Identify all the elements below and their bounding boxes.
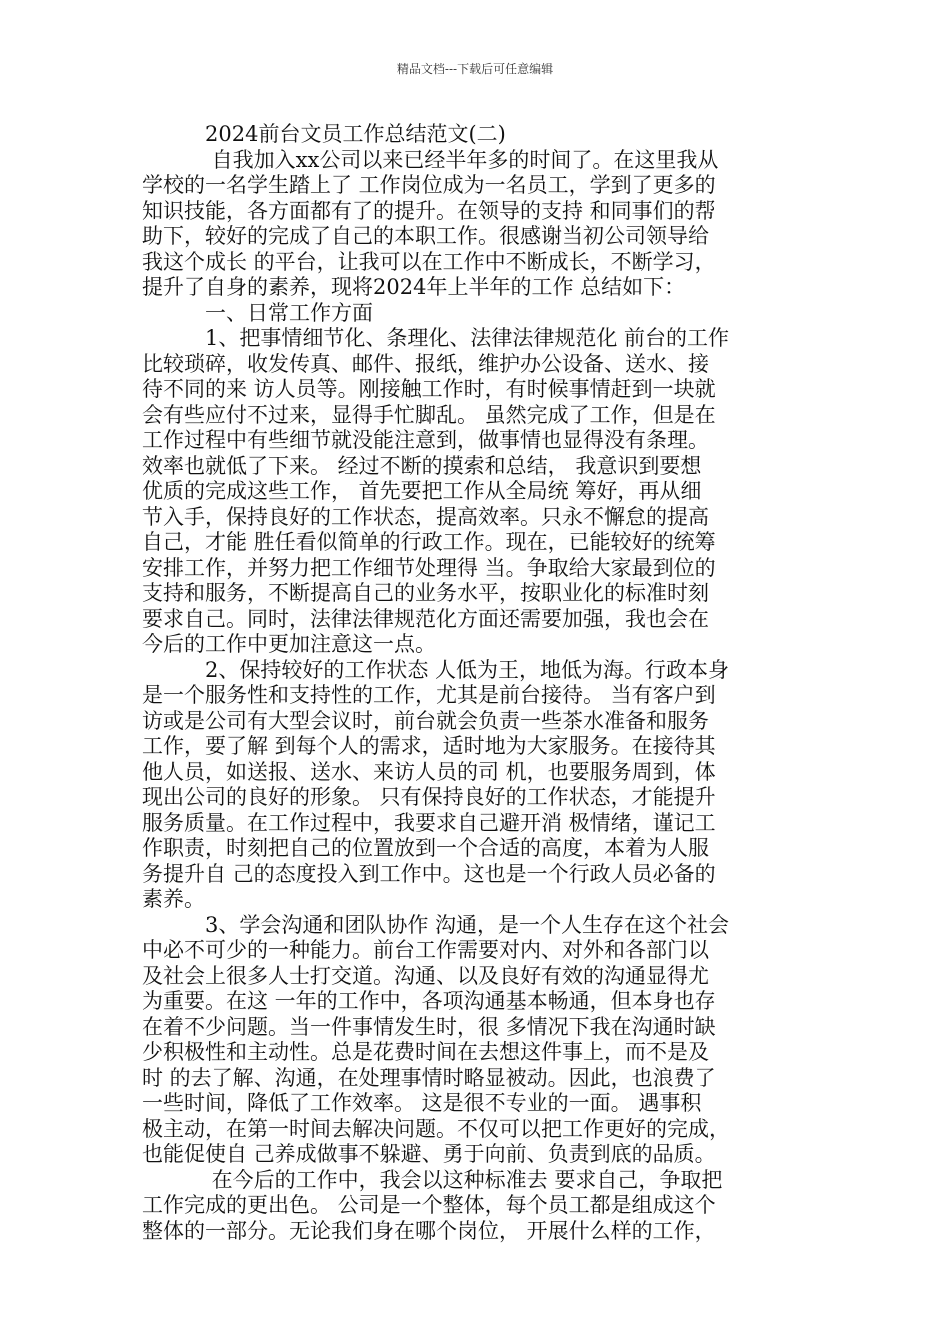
text-line: 学校的一名学生踏上了 工作岗位成为一名员工，学到了更多的 [142, 173, 716, 197]
text-line: 整体的一部分。无论我们身在哪个岗位， 开展什么样的工作， [142, 1218, 716, 1243]
text-line: 今后的工作中更加注意这一点。 [142, 632, 436, 656]
text-line: 访或是公司有大型会议时，前台就会负责一些茶水准备和服务 [142, 708, 709, 733]
text-line: 现出公司的良好的形象。 只有保持良好的工作状态，才能提升 [142, 785, 716, 809]
text-line: 服务质量。在工作过程中，我要求自己避开消 极情绪，谨记工 [142, 810, 716, 835]
text-line: 3、学会沟通和团队协作 沟通，是一个人生存在这个社会 [142, 912, 730, 937]
page-header: 精品文档---下载后可任意编辑 [396, 62, 554, 76]
text-line: 节入手，保持良好的工作状态，提高效率。只永不懈怠的提高 [142, 504, 709, 529]
text-line: 2、保持较好的工作状态 人低为王，地低为海。行政本身 [142, 657, 730, 682]
text-line: 提升了自身的素养，现将2024年上半年的工作 总结如下： [142, 275, 686, 299]
text-line: 比较琐碎，收发传真、邮件、报纸，维护办公设备、送水、接 [142, 351, 709, 376]
text-line: 工作，要了解 到每个人的需求，适时地为大家服务。在接待其 [142, 734, 716, 758]
text-line: 工作过程中有些细节就没能注意到，做事情也显得没有条理。 [142, 428, 709, 452]
text-line: 支持和服务，不断提高自己的业务水平，按职业化的标准时刻 [142, 581, 709, 605]
text-line: 待不同的来 访人员等。刚接触工作时，有时候事情赶到一块就 [142, 377, 716, 401]
text-line: 极主动，在第一时间去解决问题。不仅可以把工作更好的完成， [142, 1116, 730, 1141]
text-line: 也能促使自 己养成做事不躲避、勇于向前、负责到底的品质。 [142, 1142, 716, 1166]
text-line: 我这个成长 的平台，让我可以在工作中不断成长，不断学习， [142, 249, 716, 274]
text-line: 效率也就低了下来。 经过不断的摸索和总结， 我意识到要想 [142, 453, 702, 478]
text-line: 中必不可少的一种能力。前台工作需要对内、对外和各部门以 [142, 938, 709, 962]
document-body [142, 122, 808, 1244]
text-line: 一、日常工作方面 [142, 300, 373, 325]
text-line: 安排工作，并努力把工作细节处理得 当。争取给大家最到位的 [142, 555, 716, 580]
text-line: 少积极性和主动性。总是花费时间在去想这件事上，而不是及 [142, 1040, 709, 1064]
text-line: 为重要。在这 一年的工作中，各项沟通基本畅通，但本身也存 [142, 989, 716, 1013]
text-line: 知识技能，各方面都有了的提升。在领导的支持 和同事们的帮 [142, 198, 716, 223]
text-line: 是一个服务性和支持性的工作，尤其是前台接待。 当有客户到 [142, 683, 716, 707]
text-line: 作职责，时刻把自己的位置放到一个合适的高度，本着为人服 [142, 836, 709, 860]
text-line: 2024前台文员工作总结范文(二) [142, 122, 506, 146]
text-line: 优质的完成这些工作， 首先要把工作从全局统 筹好，再从细 [142, 479, 702, 503]
text-line: 会有些应付不过来，显得手忙脚乱。 虽然完成了工作，但是在 [142, 402, 716, 427]
text-line: 自己，才能 胜任看似简单的行政工作。现在，已能较好的统筹 [142, 530, 716, 554]
text-line: 务提升自 己的态度投入到工作中。这也是一个行政人员必备的 [142, 861, 716, 886]
text-line: 助下，较好的完成了自己的本职工作。很感谢当初公司领导给 [142, 224, 709, 248]
text-line: 及社会上很多人士打交道。沟通、以及良好有效的沟通显得尤 [142, 963, 709, 988]
text-line: 工作完成的更出色。 公司是一个整体，每个员工都是组成这个 [142, 1193, 716, 1217]
text-line: 一些时间，降低了工作效率。 这是很不专业的一面。 遇事积 [142, 1091, 702, 1115]
text-line: 在今后的工作中，我会以这种标准去 要求自己，争取把 [142, 1167, 723, 1192]
text-line: 时 的去了解、沟通，在处理事情时略显被动。因此，也浪费了 [142, 1065, 716, 1090]
text-line: 他人员，如送报、送水、来访人员的司 机，也要服务周到，体 [142, 759, 716, 784]
text-line: 素养。 [142, 887, 205, 911]
text-line: 1、把事情细节化、条理化、法律法律规范化 前台的工作 [142, 326, 730, 350]
text-line: 要求自己。同时，法律法律规范化方面还需要加强，我也会在 [142, 606, 709, 631]
text-line: 在着不少问题。当一件事情发生时，很 多情况下我在沟通时缺 [142, 1014, 716, 1039]
text-line: 自我加入xx公司以来已经半年多的时间了。在这里我从 [142, 147, 719, 172]
